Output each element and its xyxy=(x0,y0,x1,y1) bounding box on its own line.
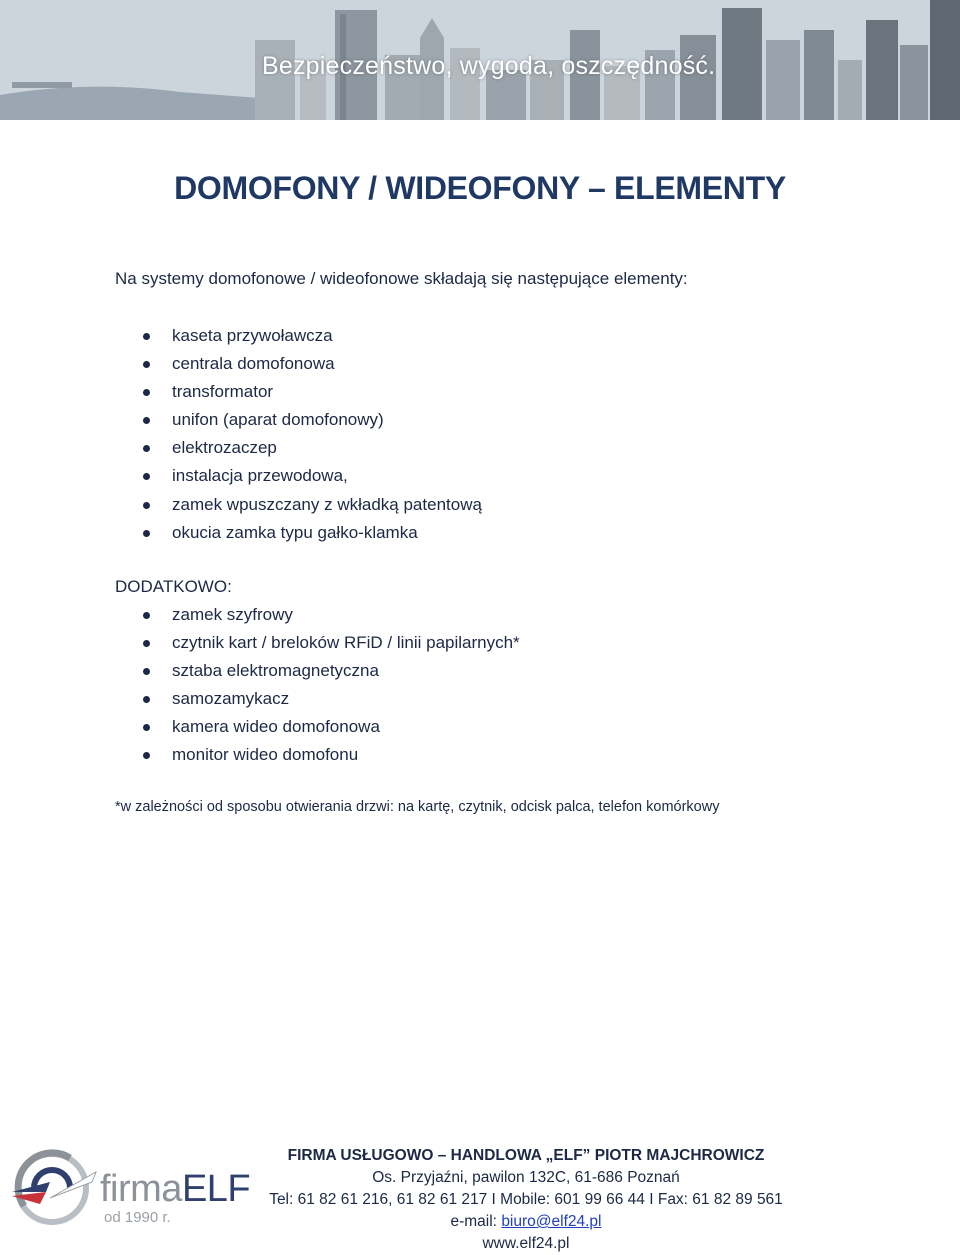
bullet-icon xyxy=(143,724,150,731)
bullet-icon xyxy=(143,389,150,396)
list-item: zamek wpuszczany z wkładką patentową xyxy=(115,491,482,519)
footer-contact xyxy=(250,1145,802,1255)
website-text: www.elf24.pl xyxy=(482,1235,570,1252)
bullet-icon xyxy=(143,417,150,424)
bullet-icon xyxy=(143,612,150,619)
bullet-icon xyxy=(143,696,150,703)
header-banner xyxy=(0,0,960,120)
bullet-icon xyxy=(143,502,150,509)
bullet-icon xyxy=(143,752,150,759)
company-name: FIRMA USŁUGOWO – HANDLOWA „ELF” PIOTR MAJCHROWICZ xyxy=(287,1147,765,1164)
banner-slogan: Bezpieczeństwo, wygoda, oszczędność. xyxy=(262,52,716,80)
list-item: transformator xyxy=(115,378,482,406)
list-item: instalacja przewodowa, xyxy=(115,462,482,490)
extra-heading: DODATKOWO: xyxy=(115,577,232,596)
company-address: Os. Przyjaźni, pawilon 132C, 61-686 Poznań xyxy=(372,1169,680,1186)
list-item: elektrozaczep xyxy=(115,434,482,462)
footnote: *w zależności od sposobu otwierania drzwi: na kartę, czytnik, odcisk palca, telefon komórkowy xyxy=(115,799,720,815)
list-item: samozamykacz xyxy=(115,685,520,713)
logo-since: od 1990 r. xyxy=(104,1209,171,1226)
bullet-icon xyxy=(143,473,150,480)
bullet-icon xyxy=(143,361,150,368)
logo-wordmark: firmaELF xyxy=(100,1168,251,1210)
page-title: DOMOFONY / WIDEOFONY – ELEMENTY xyxy=(174,170,786,206)
intro-text: Na systemy domofonowe / wideofonowe składają się następujące elementy: xyxy=(115,269,688,288)
bullet-icon xyxy=(143,668,150,675)
list-item: monitor wideo domofonu xyxy=(115,741,520,769)
bullet-icon xyxy=(143,530,150,537)
email-line: e-mail: biuro@elf24.pl xyxy=(450,1213,602,1230)
bullet-icon xyxy=(143,333,150,340)
list-item: sztaba elektromagnetyczna xyxy=(115,657,520,685)
list-item: czytnik kart / breloków RFiD / linii papilarnych* xyxy=(115,629,520,657)
elements-list xyxy=(115,322,482,547)
company-phones: Tel: 61 82 61 216, 61 82 61 217 I Mobile: 601 99 66 44 I Fax: 61 82 89 561 xyxy=(269,1191,783,1208)
list-item: kamera wideo domofonowa xyxy=(115,713,520,741)
bullet-icon xyxy=(143,640,150,647)
list-item: unifon (aparat domofonowy) xyxy=(115,406,482,434)
list-item: okucia zamka typu gałko-klamka xyxy=(115,519,482,547)
list-item: centrala domofonowa xyxy=(115,350,482,378)
bullet-icon xyxy=(143,445,150,452)
email-link[interactable]: biuro@elf24.pl xyxy=(501,1213,602,1230)
list-item: kaseta przywoławcza xyxy=(115,322,482,350)
list-item: zamek szyfrowy xyxy=(115,601,520,629)
extra-elements-list xyxy=(115,601,520,770)
